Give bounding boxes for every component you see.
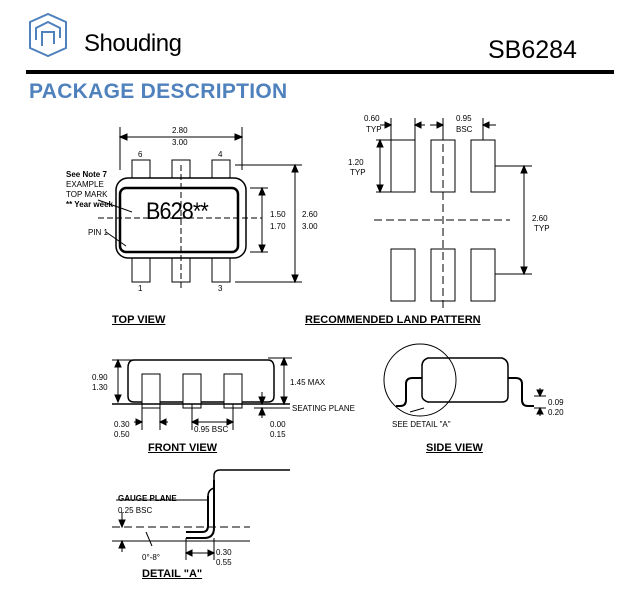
front-lead-min: 0.30: [114, 420, 130, 429]
lead-thickness-min: 0.09: [548, 398, 564, 407]
see-detail-note: SEE DETAIL "A": [392, 420, 451, 429]
land-pattern-caption: RECOMMENDED LAND PATTERN: [305, 314, 481, 326]
note-line-4: ** Year week: [66, 200, 114, 209]
pin-label-3: 3: [218, 284, 223, 293]
front-view-caption: FRONT VIEW: [148, 442, 218, 454]
detail-a-caption: DETAIL "A": [142, 568, 203, 580]
pin-label-1: 1: [138, 284, 143, 293]
total-dim-max: 3.00: [302, 222, 318, 231]
foot-angle: 0°-8°: [142, 553, 160, 562]
pad-span-value: 2.60: [532, 214, 548, 223]
pin1-label: PIN 1: [88, 228, 109, 237]
pad-width-value: 0.60: [364, 114, 380, 123]
foot-length-max: 0.55: [216, 558, 232, 567]
pad-height-typ: TYP: [350, 168, 366, 177]
pad-height-value: 1.20: [348, 158, 364, 167]
lead-thickness-max: 0.20: [548, 408, 564, 417]
detail-a-drawing: [112, 470, 290, 560]
pad-width-typ: TYP: [366, 125, 382, 134]
brand-name: Shouding: [84, 30, 182, 57]
standoff-min: 0.00: [270, 420, 286, 429]
standoff-max: 0.15: [270, 430, 286, 439]
header-rule: [26, 70, 614, 74]
note-line-2: EXAMPLE: [66, 180, 104, 189]
logo-icon: [30, 14, 66, 56]
top-width-min: 2.80: [172, 126, 188, 135]
body-dim-max: 1.70: [270, 222, 286, 231]
front-height-max: 1.30: [92, 383, 108, 392]
note-line-1: See Note 7: [66, 170, 107, 179]
pin-label-4: 4: [218, 150, 223, 159]
land-pattern-drawing: [374, 118, 532, 308]
note-line-3: TOP MARK: [66, 190, 108, 199]
part-number: SB6284: [488, 36, 577, 64]
pin-label-6: 6: [138, 150, 143, 159]
seating-plane-label: SEATING PLANE: [292, 404, 355, 413]
section-title: PACKAGE DESCRIPTION: [29, 80, 288, 103]
front-lead-max: 0.50: [114, 430, 130, 439]
foot-length-min: 0.30: [216, 548, 232, 557]
gauge-plane-label: GAUGE PLANE: [118, 494, 177, 503]
pad-span-typ: TYP: [534, 224, 550, 233]
body-dim-min: 1.50: [270, 210, 286, 219]
front-max-height: 1.45 MAX: [290, 378, 326, 387]
pitch-value: 0.95: [456, 114, 472, 123]
front-height-min: 0.90: [92, 373, 108, 382]
front-pitch: 0.95 BSC: [194, 425, 229, 434]
total-dim-min: 2.60: [302, 210, 318, 219]
top-width-max: 3.00: [172, 138, 188, 147]
top-view-caption: TOP VIEW: [112, 314, 166, 326]
side-view-caption: SIDE VIEW: [426, 442, 483, 454]
pitch-bsc: BSC: [456, 125, 473, 134]
gauge-plane-dim: 0.25 BSC: [118, 506, 153, 515]
side-view-drawing: [384, 344, 546, 416]
top-marking: B628**: [146, 198, 208, 225]
front-view-drawing: [112, 358, 292, 430]
